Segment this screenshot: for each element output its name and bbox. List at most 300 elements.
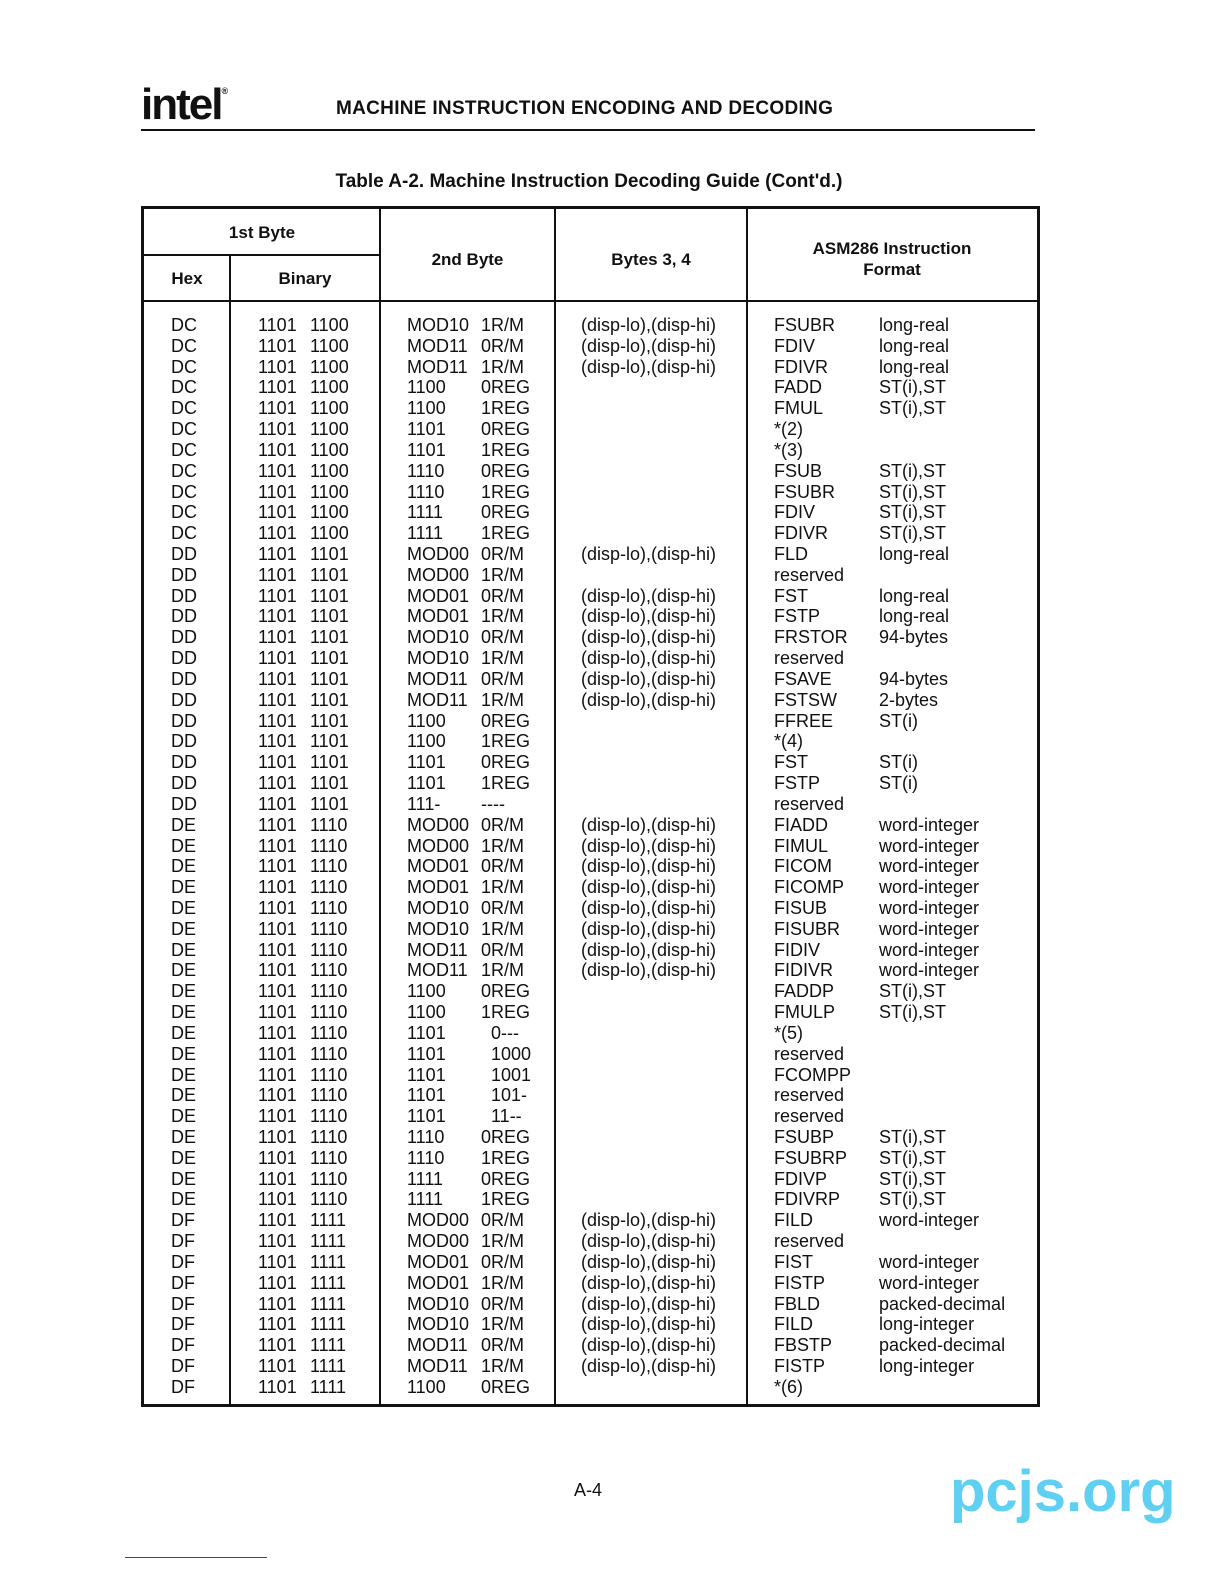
cell-operand: ST(i),ST — [879, 1002, 946, 1023]
cell-hex: DD — [171, 606, 197, 627]
cell-hex: DC — [171, 398, 197, 419]
cell-hex: DC — [171, 439, 197, 460]
cell-second-byte-mod: 1100 — [407, 1002, 446, 1023]
cell-hex: DF — [171, 1356, 195, 1376]
cell-second-byte-mod: 1101 — [407, 773, 446, 794]
table-row — [144, 1002, 1037, 1023]
cell-instruction: FST — [774, 585, 808, 606]
cell-hex: DF — [171, 1210, 195, 1231]
cell-binary-low: 1100 — [310, 377, 349, 398]
table-row — [144, 1314, 1037, 1335]
cell-bytes-3-4: (disp-lo),(disp-hi) — [581, 1210, 717, 1231]
cell-second-byte-mod: 1101 — [407, 1085, 446, 1106]
cell-binary-low: 1110 — [310, 897, 348, 918]
cell-hex: DD — [171, 627, 197, 648]
cell-hex: DE — [171, 1147, 197, 1168]
cell-binary-high: 1101 — [258, 1106, 297, 1127]
table-row — [144, 919, 1037, 940]
cell-instruction: reserved — [774, 793, 845, 814]
header-asm-line2: Format — [863, 260, 921, 279]
cell-binary-high: 1101 — [258, 627, 297, 648]
cell-operand: long-real — [879, 335, 950, 356]
cell-binary-high: 1101 — [258, 1147, 297, 1168]
cell-bytes-3-4: (disp-lo),(disp-hi) — [581, 1272, 717, 1293]
cell-binary-low: 1110 — [310, 1085, 348, 1106]
cell-hex: DE — [171, 1189, 197, 1210]
cell-instruction: FISUB — [774, 897, 828, 918]
cell-binary-low: 1101 — [310, 544, 349, 565]
cell-binary-high: 1101 — [258, 668, 297, 689]
cell-instruction: FMULP — [774, 1002, 836, 1023]
table-row — [144, 1189, 1037, 1210]
table-row — [144, 315, 1037, 336]
cell-hex: DD — [171, 564, 197, 585]
cell-binary-low: 1110 — [310, 1189, 348, 1210]
cell-second-byte-field: 0R/M — [481, 939, 525, 960]
cell-second-byte-mod: MOD00 — [407, 1210, 470, 1231]
cell-bytes-3-4: (disp-lo),(disp-hi) — [581, 939, 717, 960]
cell-second-byte-field: 1R/M — [481, 1272, 525, 1293]
cell-instruction: reserved — [774, 564, 845, 585]
cell-instruction: reserved — [774, 1043, 845, 1064]
header-rule — [141, 129, 1035, 131]
cell-hex: DC — [171, 502, 197, 523]
cell-binary-high: 1101 — [258, 398, 297, 419]
cell-hex: DD — [171, 793, 197, 814]
cell-binary-high: 1101 — [258, 1293, 297, 1314]
cell-binary-low: 1101 — [310, 606, 349, 627]
table-row — [144, 482, 1037, 503]
cell-operand: word-integer — [879, 897, 980, 918]
cell-hex: DD — [171, 731, 197, 752]
cell-binary-low: 1110 — [310, 877, 348, 898]
cell-binary-high: 1101 — [258, 585, 297, 606]
cell-binary-low: 1110 — [310, 960, 348, 981]
cell-operand: word-integer — [879, 1272, 980, 1293]
cell-second-byte-mod: 1111 — [407, 1189, 444, 1210]
header-hex: Hex — [171, 269, 203, 288]
cell-instruction: FICOM — [774, 856, 832, 877]
cell-instruction: FISUBR — [774, 918, 841, 939]
cell-hex: DE — [171, 1002, 197, 1023]
cell-instruction: FILD — [774, 1314, 814, 1335]
cell-binary-low: 1100 — [310, 523, 349, 544]
cell-binary-low: 1110 — [310, 814, 348, 835]
cell-operand: word-integer — [879, 1210, 980, 1231]
cell-second-byte-field: 1R/M — [481, 1356, 525, 1376]
cell-second-byte-field: 1R/M — [481, 689, 525, 710]
cell-bytes-3-4: (disp-lo),(disp-hi) — [581, 668, 717, 689]
cell-second-byte-mod: MOD11 — [407, 939, 468, 960]
table-row — [144, 357, 1037, 378]
watermark: pcjs.org — [950, 1459, 1176, 1524]
cell-binary-low: 1110 — [310, 1147, 348, 1168]
cell-hex: DE — [171, 897, 197, 918]
cell-binary-high: 1101 — [258, 1335, 297, 1356]
cell-hex: DE — [171, 814, 197, 835]
table-row — [144, 981, 1037, 1002]
table-row — [144, 648, 1037, 669]
cell-hex: DF — [171, 1272, 195, 1293]
cell-second-byte-field: 1R/M — [481, 918, 525, 939]
cell-binary-low: 1111 — [310, 1231, 347, 1252]
cell-second-byte-field: 0R/M — [481, 1335, 525, 1356]
cell-operand: word-integer — [879, 960, 980, 981]
cell-second-byte-mod: MOD00 — [407, 1231, 470, 1252]
table-row — [144, 1335, 1037, 1356]
cell-second-byte-field: 0R/M — [481, 1251, 525, 1272]
cell-binary-high: 1101 — [258, 731, 297, 752]
cell-binary-high: 1101 — [258, 1126, 297, 1147]
cell-second-byte-mod: 1101 — [407, 1043, 446, 1064]
cell-bytes-3-4: (disp-lo),(disp-hi) — [581, 585, 717, 606]
table-row — [144, 1148, 1037, 1169]
cell-operand: ST(i),ST — [879, 502, 946, 523]
cell-second-byte-field: 0R/M — [481, 585, 525, 606]
table-row — [144, 1273, 1037, 1294]
cell-second-byte-mod: MOD00 — [407, 814, 470, 835]
cell-second-byte-field: 1R/M — [481, 356, 525, 377]
cell-operand: ST(i),ST — [879, 481, 946, 502]
cell-binary-high: 1101 — [258, 1356, 297, 1376]
cell-second-byte-field: 0R/M — [481, 335, 525, 356]
cell-hex: DD — [171, 710, 197, 731]
cell-second-byte-field: 0R/M — [481, 897, 525, 918]
table-row — [144, 440, 1037, 461]
cell-second-byte-mod: 1101 — [407, 1106, 446, 1127]
cell-instruction: *(3) — [774, 439, 804, 460]
cell-second-byte-mod: MOD01 — [407, 856, 470, 877]
cell-binary-low: 1101 — [310, 752, 349, 773]
cell-binary-low: 1100 — [310, 398, 349, 419]
cell-hex: DE — [171, 835, 197, 856]
cell-second-byte-field: 1R/M — [481, 960, 525, 981]
cell-instruction: FDIV — [774, 502, 816, 523]
cell-second-byte-mod: MOD11 — [407, 1356, 468, 1376]
cell-instruction: FDIVR — [774, 523, 828, 544]
table-row — [144, 1294, 1037, 1315]
cell-instruction: FIDIV — [774, 939, 821, 960]
cell-second-byte-field: 0R/M — [481, 1293, 525, 1314]
cell-binary-high: 1101 — [258, 752, 297, 773]
cell-second-byte-mod: 1100 — [407, 731, 446, 752]
cell-second-byte-field: 0REG — [481, 981, 531, 1002]
cell-hex: DE — [171, 1168, 197, 1189]
cell-second-byte-mod: 1100 — [407, 981, 446, 1002]
cell-second-byte-mod: MOD00 — [407, 544, 470, 565]
cell-hex: DE — [171, 856, 197, 877]
table-row — [144, 461, 1037, 482]
cell-binary-low: 1100 — [310, 439, 349, 460]
cell-operand: long-real — [879, 585, 950, 606]
cell-binary-low: 1110 — [310, 939, 348, 960]
cell-binary-high: 1101 — [258, 335, 297, 356]
cell-operand: ST(i),ST — [879, 1189, 946, 1210]
cell-second-byte-mod: MOD10 — [407, 897, 470, 918]
cell-binary-high: 1101 — [258, 523, 297, 544]
table-row — [144, 586, 1037, 607]
cell-hex: DC — [171, 356, 197, 377]
cell-second-byte-mod: MOD11 — [407, 689, 468, 710]
cell-bytes-3-4: (disp-lo),(disp-hi) — [581, 627, 717, 648]
cell-second-byte-mod: MOD11 — [407, 1335, 468, 1356]
cell-second-byte-field: 1001 — [481, 1064, 532, 1085]
table-row — [144, 836, 1037, 857]
cell-binary-high: 1101 — [258, 419, 297, 440]
cell-second-byte-mod: MOD10 — [407, 315, 470, 335]
cell-bytes-3-4: (disp-lo),(disp-hi) — [581, 356, 717, 377]
page-header-title: MACHINE INSTRUCTION ENCODING AND DECODING — [336, 98, 834, 119]
cell-second-byte-mod: MOD10 — [407, 1293, 470, 1314]
cell-binary-low: 1110 — [310, 835, 348, 856]
cell-binary-high: 1101 — [258, 439, 297, 460]
cell-binary-high: 1101 — [258, 1376, 297, 1397]
cell-binary-high: 1101 — [258, 981, 297, 1002]
table-row — [144, 502, 1037, 523]
table-row — [144, 669, 1037, 690]
cell-second-byte-field: 0REG — [481, 460, 531, 481]
cell-binary-low: 1100 — [310, 315, 349, 335]
cell-second-byte-mod: 1110 — [407, 460, 445, 481]
cell-hex: DC — [171, 481, 197, 502]
cell-binary-high: 1101 — [258, 773, 297, 794]
cell-bytes-3-4: (disp-lo),(disp-hi) — [581, 544, 717, 565]
cell-second-byte-mod: MOD00 — [407, 564, 470, 585]
footer-line — [125, 1557, 267, 1558]
cell-binary-low: 1111 — [310, 1293, 347, 1314]
cell-instruction: FST — [774, 752, 808, 773]
cell-binary-low: 1110 — [310, 856, 348, 877]
cell-second-byte-mod: 1100 — [407, 710, 446, 731]
cell-binary-high: 1101 — [258, 1064, 297, 1085]
cell-second-byte-field: 0--- — [481, 1022, 519, 1043]
cell-binary-high: 1101 — [258, 960, 297, 981]
cell-second-byte-field: 0REG — [481, 377, 531, 398]
cell-binary-high: 1101 — [258, 1231, 297, 1252]
cell-binary-high: 1101 — [258, 877, 297, 898]
cell-hex: DE — [171, 939, 197, 960]
cell-bytes-3-4: (disp-lo),(disp-hi) — [581, 960, 717, 981]
cell-second-byte-field: 0R/M — [481, 1210, 525, 1231]
cell-hex: DC — [171, 419, 197, 440]
cell-operand: ST(i),ST — [879, 523, 946, 544]
cell-hex: DC — [171, 315, 197, 335]
cell-operand: ST(i),ST — [879, 981, 946, 1002]
table-row — [144, 1377, 1037, 1398]
table-row — [144, 1356, 1037, 1377]
table-row — [144, 523, 1037, 544]
cell-bytes-3-4: (disp-lo),(disp-hi) — [581, 606, 717, 627]
cell-bytes-3-4: (disp-lo),(disp-hi) — [581, 1251, 717, 1272]
cell-hex: DF — [171, 1231, 195, 1252]
cell-second-byte-field: 1REG — [481, 398, 531, 419]
cell-second-byte-mod: MOD10 — [407, 627, 470, 648]
cell-hex: DD — [171, 668, 197, 689]
cell-instruction: FDIVP — [774, 1168, 828, 1189]
cell-hex: DE — [171, 1085, 197, 1106]
cell-instruction: reserved — [774, 648, 845, 669]
cell-binary-high: 1101 — [258, 710, 297, 731]
cell-operand: ST(i),ST — [879, 1147, 946, 1168]
cell-binary-high: 1101 — [258, 564, 297, 585]
cell-second-byte-field: 1R/M — [481, 835, 525, 856]
cell-instruction: FFREE — [774, 710, 834, 731]
cell-second-byte-field: 101- — [481, 1085, 528, 1106]
cell-bytes-3-4: (disp-lo),(disp-hi) — [581, 814, 717, 835]
cell-second-byte-field: 1R/M — [481, 877, 525, 898]
cell-binary-low: 1100 — [310, 356, 349, 377]
cell-bytes-3-4: (disp-lo),(disp-hi) — [581, 1314, 717, 1335]
cell-operand: ST(i) — [879, 710, 918, 731]
cell-bytes-3-4: (disp-lo),(disp-hi) — [581, 877, 717, 898]
cell-second-byte-mod: MOD01 — [407, 1251, 470, 1272]
table-caption: Table A-2. Machine Instruction Decoding Guide (Cont'd.) — [335, 171, 843, 192]
cell-second-byte-mod: 1101 — [407, 752, 446, 773]
table-row — [144, 544, 1037, 565]
cell-binary-high: 1101 — [258, 1002, 297, 1023]
header-binary: Binary — [278, 269, 332, 288]
cell-bytes-3-4: (disp-lo),(disp-hi) — [581, 1335, 717, 1356]
cell-binary-high: 1101 — [258, 1189, 297, 1210]
cell-instruction: FIMUL — [774, 835, 828, 856]
cell-operand: word-integer — [879, 939, 980, 960]
cell-instruction: FISTP — [774, 1272, 826, 1293]
cell-binary-high: 1101 — [258, 1314, 297, 1335]
cell-second-byte-field: 1REG — [481, 773, 531, 794]
cell-second-byte-field: 0R/M — [481, 668, 525, 689]
cell-hex: DE — [171, 1064, 197, 1085]
cell-binary-low: 1101 — [310, 564, 349, 585]
cell-second-byte-mod: 1101 — [407, 1022, 446, 1043]
table-row — [144, 1106, 1037, 1127]
cell-hex: DC — [171, 377, 197, 398]
cell-second-byte-field: 1R/M — [481, 1231, 525, 1252]
cell-binary-high: 1101 — [258, 1168, 297, 1189]
cell-second-byte-mod: 1111 — [407, 1168, 444, 1189]
cell-instruction: reserved — [774, 1106, 845, 1127]
header-first-byte: 1st Byte — [228, 223, 296, 242]
cell-instruction: FSTP — [774, 773, 821, 794]
cell-second-byte-field: 1R/M — [481, 648, 525, 669]
cell-operand: long-real — [879, 356, 950, 377]
cell-binary-low: 1110 — [310, 981, 348, 1002]
cell-operand: word-integer — [879, 1251, 980, 1272]
cell-hex: DE — [171, 877, 197, 898]
cell-instruction: FILD — [774, 1210, 814, 1231]
cell-second-byte-mod: 1100 — [407, 398, 446, 419]
cell-hex: DE — [171, 918, 197, 939]
header-asm-line1: ASM286 Instruction — [812, 239, 972, 258]
cell-hex: DD — [171, 585, 197, 606]
table-row — [144, 1044, 1037, 1065]
cell-binary-low: 1111 — [310, 1272, 347, 1293]
cell-operand: word-integer — [879, 814, 980, 835]
cell-binary-high: 1101 — [258, 502, 297, 523]
cell-operand: word-integer — [879, 877, 980, 898]
cell-operand: word-integer — [879, 835, 980, 856]
cell-second-byte-mod: 1110 — [407, 1126, 445, 1147]
cell-instruction: FBSTP — [774, 1335, 833, 1356]
cell-hex: DF — [171, 1314, 195, 1335]
cell-second-byte-field: 0REG — [481, 1376, 531, 1397]
cell-binary-high: 1101 — [258, 689, 297, 710]
cell-operand: word-integer — [879, 856, 980, 877]
cell-second-byte-field: 0R/M — [481, 856, 525, 877]
cell-hex: DE — [171, 981, 197, 1002]
cell-bytes-3-4: (disp-lo),(disp-hi) — [581, 897, 717, 918]
cell-second-byte-field: 1REG — [481, 1147, 531, 1168]
cell-second-byte-mod: 1101 — [407, 419, 446, 440]
cell-binary-high: 1101 — [258, 481, 297, 502]
cell-second-byte-mod: MOD01 — [407, 585, 470, 606]
cell-hex: DD — [171, 689, 197, 710]
cell-hex: DF — [171, 1335, 195, 1356]
cell-operand: long-integer — [879, 1356, 975, 1376]
table-row — [144, 711, 1037, 732]
table-row — [144, 398, 1037, 419]
table-row — [144, 1231, 1037, 1252]
cell-binary-low: 1101 — [310, 773, 349, 794]
cell-instruction: FCOMPP — [774, 1064, 852, 1085]
cell-bytes-3-4: (disp-lo),(disp-hi) — [581, 335, 717, 356]
cell-instruction: FSUBRP — [774, 1147, 848, 1168]
cell-binary-low: 1101 — [310, 648, 349, 669]
cell-second-byte-field: 0R/M — [481, 544, 525, 565]
cell-binary-high: 1101 — [258, 1210, 297, 1231]
cell-second-byte-mod: MOD11 — [407, 356, 468, 377]
cell-binary-high: 1101 — [258, 939, 297, 960]
table-row — [144, 419, 1037, 440]
cell-binary-low: 1101 — [310, 585, 349, 606]
cell-instruction: FMUL — [774, 398, 823, 419]
cell-binary-low: 1100 — [310, 419, 349, 440]
cell-second-byte-field: 1R/M — [481, 564, 525, 585]
table-row — [144, 815, 1037, 836]
cell-second-byte-mod: MOD11 — [407, 960, 468, 981]
cell-hex: DF — [171, 1251, 195, 1272]
cell-operand: packed-decimal — [879, 1335, 1006, 1356]
cell-operand: ST(i),ST — [879, 398, 946, 419]
cell-binary-low: 1101 — [310, 689, 349, 710]
cell-binary-low: 1110 — [310, 1106, 348, 1127]
cell-instruction: *(4) — [774, 731, 804, 752]
cell-operand: ST(i),ST — [879, 1168, 946, 1189]
cell-instruction: FLD — [774, 544, 809, 565]
cell-binary-high: 1101 — [258, 1043, 297, 1064]
cell-second-byte-field: 1REG — [481, 1002, 531, 1023]
table-row — [144, 690, 1037, 711]
cell-operand: long-integer — [879, 1314, 975, 1335]
table-row — [144, 731, 1037, 752]
cell-binary-low: 1101 — [310, 710, 349, 731]
header-rule-bottom — [144, 300, 1037, 302]
cell-binary-low: 1100 — [310, 335, 349, 356]
cell-instruction: FIADD — [774, 814, 828, 835]
cell-binary-low: 1111 — [310, 1376, 347, 1397]
cell-binary-low: 1110 — [310, 1064, 348, 1085]
cell-hex: DD — [171, 648, 197, 669]
cell-binary-low: 1111 — [310, 1314, 347, 1335]
cell-second-byte-mod: MOD10 — [407, 918, 470, 939]
table-row — [144, 1023, 1037, 1044]
cell-bytes-3-4: (disp-lo),(disp-hi) — [581, 648, 717, 669]
cell-hex: DE — [171, 1022, 197, 1043]
cell-bytes-3-4: (disp-lo),(disp-hi) — [581, 689, 717, 710]
cell-binary-low: 1111 — [310, 1210, 347, 1231]
cell-operand: 94-bytes — [879, 627, 949, 648]
cell-binary-low: 1101 — [310, 731, 349, 752]
header-second-byte: 2nd Byte — [431, 250, 504, 269]
